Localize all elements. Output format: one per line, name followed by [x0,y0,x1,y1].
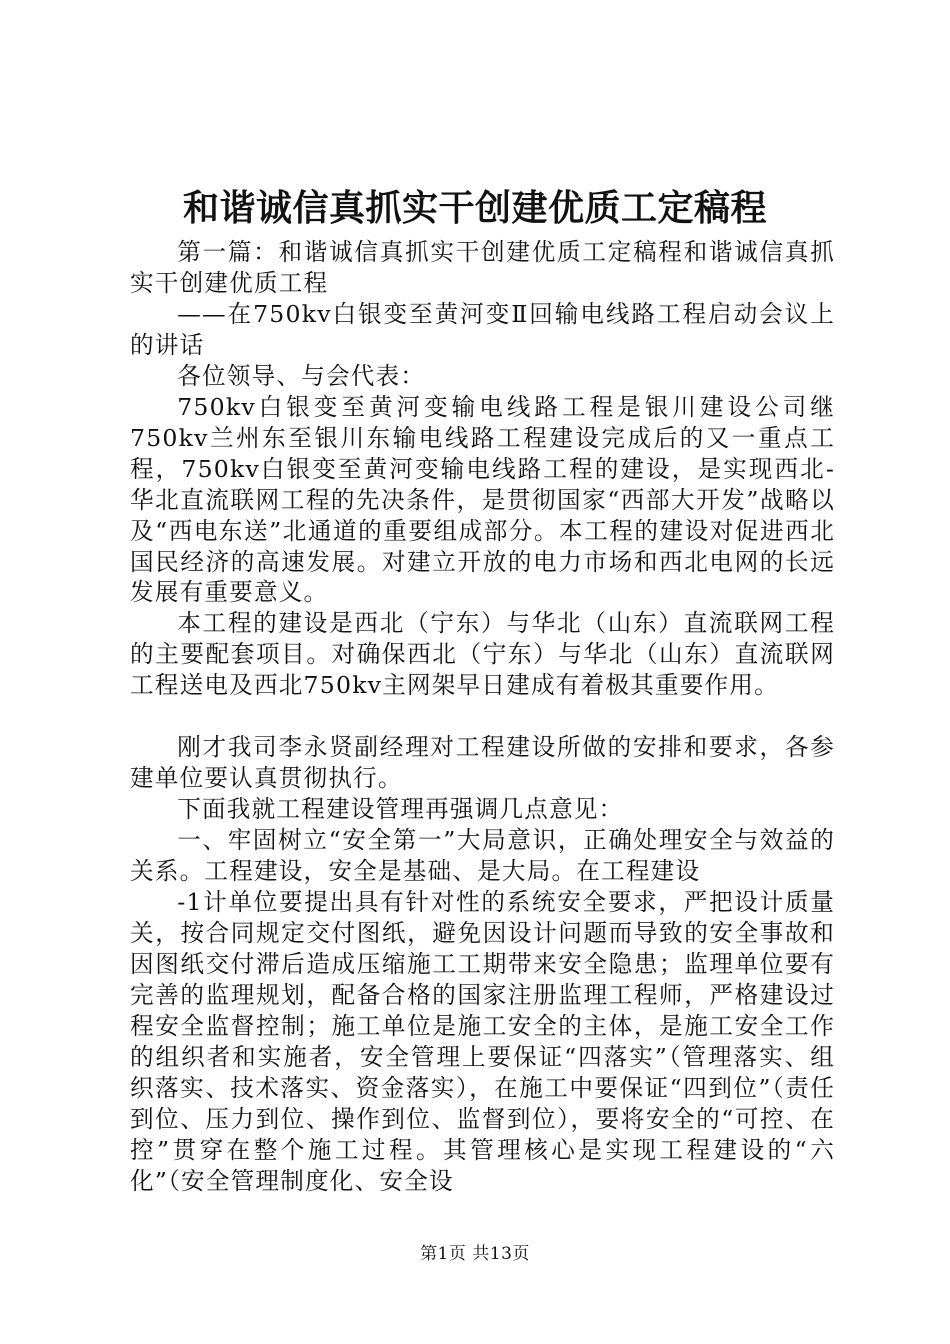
paragraph-body: 一、牢固树立“安全第一”大局意识，正确处理安全与效益的关系。工程建设，安全是基础、是大局。在工程建设 [130,826,835,886]
paragraph-body: -1计单位要提出具有针对性的系统安全要求，严把设计质量关，按合同规定交付图纸，避免因设计问题而导致的安全事故和因图纸交付滞后造成压缩施工工期带来安全隐患；监理单位要有完善的监理规划，配备合格的国家注册监理工程师，严格建设过程安全监督控制；施工单位是施工安全的主体，是施工安全工作的组织者和实施者，安全管理上要保证“四落实”（管理落实、组织落实、技术落实、资金落实），在施工中要保证“四到位”（责任到位、压力到位、操作到位、监督到位），要将安全的“可控、在控”贯穿在整个施工过程。其管理核心是实现工程建设的“六化”（安全管理制度化、安全设 [130,888,835,1195]
paragraph-subtitle: ——在750kv白银变至黄河变Ⅱ回输电线路工程启动会议上的讲话 [130,299,835,359]
paragraph-heading-line: 第一篇：和谐诚信真抓实干创建优质工定稿程和谐诚信真抓实干创建优质工程 [130,238,835,297]
paragraph-body: 下面我就工程建设管理再强调几点意见： [177,795,624,824]
paragraph-body: 本工程的建设是西北（宁东）与华北（山东）直流联网工程的主要配套项目。对确保西北（宁东）与华北（山东）直流联网工程送电及西北750kv主网架早日建成有着极其重要作用。 [130,609,835,700]
paragraph-salutation: 各位领导、与会代表： [177,361,426,390]
document-title: 和谐诚信真抓实干创建优质工定稿程 [182,187,767,229]
document-body [130,237,835,1197]
paragraph-blank [130,701,835,732]
paragraph-body: 750kv白银变至黄河变输电线路工程是银川建设公司继750kv兰州东至银川东输电线路工程建设完成后的又一重点工程，750kv白银变至黄河变输电线路工程的建设，是实现西北-华北直流联网工程的先决条件，是贯彻国家“西部大开发”战略以及“西电东送”北通道的重要组成部分。本工程的建设对促进西北国民经济的高速发展。对建立开放的电力市场和西北电网的长远发展有重要意义。 [130,392,835,607]
paragraph-body: 刚才我司李永贤副经理对工程建设所做的安排和要求，各参建单位要认真贯彻执行。 [130,733,835,793]
page-footer: 第1页 共13页 [420,1244,530,1264]
